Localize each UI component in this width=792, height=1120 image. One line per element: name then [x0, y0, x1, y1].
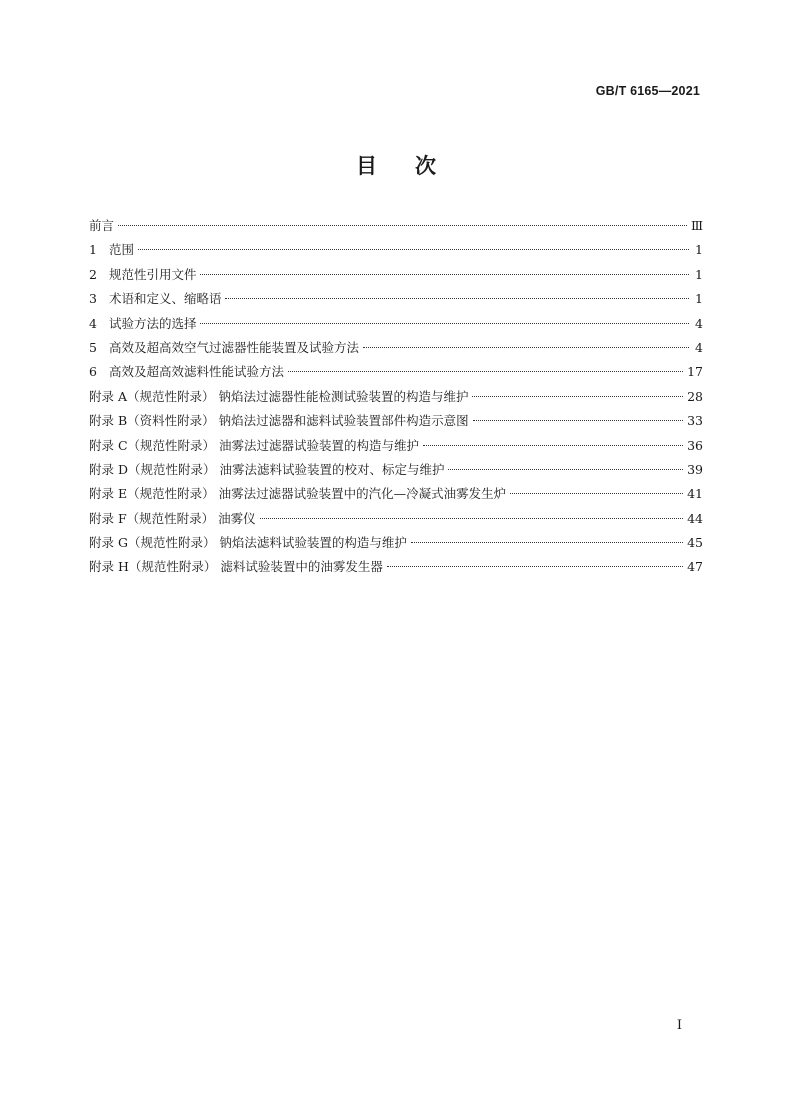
toc-entry-appendix-c[interactable]: [89, 434, 703, 458]
toc-number: 2: [89, 266, 97, 282]
toc-page: 33: [687, 413, 703, 429]
toc-label: 术语和定义、缩略语: [108, 291, 222, 307]
toc-label: 附录 F（规范性附录） 油雾仪: [89, 510, 256, 526]
toc-leader: [510, 493, 683, 494]
toc-entry-6[interactable]: [89, 360, 703, 384]
toc-label: 附录 E（规范性附录） 油雾法过滤器试验装置中的汽化—冷凝式油雾发生炉: [89, 486, 507, 502]
toc-leader: [200, 274, 689, 275]
toc-page: 44: [687, 510, 703, 526]
toc-entry-1[interactable]: [89, 238, 703, 262]
toc-entry-5[interactable]: [89, 336, 703, 360]
toc-leader: [387, 566, 683, 567]
toc-label: 高效及超高效空气过滤器性能装置及试验方法: [108, 339, 359, 355]
toc-page: 28: [687, 388, 703, 404]
toc-page: 41: [687, 486, 703, 502]
toc-label: 附录 C（规范性附录） 油雾法过滤器试验装置的构造与维护: [89, 437, 420, 453]
table-of-contents: [89, 214, 703, 580]
toc-page: 36: [687, 437, 703, 453]
toc-label: 前言: [89, 218, 115, 233]
toc-entry-foreword[interactable]: [89, 214, 703, 238]
toc-page: Ⅲ: [690, 218, 703, 233]
toc-entry-appendix-g[interactable]: [89, 531, 703, 555]
toc-leader: [260, 518, 683, 519]
toc-leader: [411, 542, 683, 543]
toc-leader: [472, 396, 683, 397]
toc-page: 45: [687, 535, 703, 551]
toc-page: 1: [695, 242, 703, 258]
toc-page: 1: [695, 291, 703, 307]
toc-label: 附录 B（资料性附录） 钠焰法过滤器和滤料试验装置部件构造示意图: [89, 413, 469, 429]
toc-label: 范围: [108, 242, 134, 258]
toc-leader: [138, 249, 689, 250]
toc-label: 规范性引用文件: [108, 266, 197, 282]
toc-label: 附录 G（规范性附录） 钠焰法滤料试验装置的构造与维护: [89, 535, 407, 551]
toc-entry-2[interactable]: [89, 263, 703, 287]
page-title: [0, 150, 792, 180]
toc-page: 39: [687, 461, 703, 477]
toc-entry-appendix-h[interactable]: [89, 555, 703, 579]
toc-leader: [118, 225, 687, 226]
toc-entry-appendix-b[interactable]: [89, 409, 703, 433]
toc-leader: [225, 298, 689, 299]
title-char-1: 目: [356, 154, 377, 178]
toc-number: 4: [89, 315, 97, 331]
page-number: Ⅰ: [676, 1018, 682, 1033]
toc-leader: [288, 371, 683, 372]
toc-entry-appendix-d[interactable]: [89, 458, 703, 482]
toc-entry-appendix-e[interactable]: [89, 482, 703, 506]
toc-page: 17: [687, 364, 703, 380]
toc-page: 47: [687, 559, 703, 575]
toc-number: 1: [89, 242, 97, 258]
toc-leader: [200, 323, 689, 324]
toc-page: 4: [695, 339, 703, 355]
toc-entry-appendix-f[interactable]: [89, 507, 703, 531]
toc-leader: [473, 420, 683, 421]
toc-number: 3: [89, 291, 97, 307]
toc-page: 4: [695, 315, 703, 331]
toc-label: 附录 D（规范性附录） 油雾法滤料试验装置的校对、标定与维护: [89, 461, 445, 477]
toc-leader: [448, 469, 683, 470]
toc-leader: [423, 445, 683, 446]
standard-code: GB/T 6165—2021: [595, 84, 700, 98]
toc-label: 高效及超高效滤料性能试验方法: [108, 364, 284, 380]
toc-label: 附录 H（规范性附录） 滤料试验装置中的油雾发生器: [89, 559, 383, 575]
toc-number: 6: [89, 364, 97, 380]
toc-entry-3[interactable]: [89, 287, 703, 311]
toc-page: 1: [695, 266, 703, 282]
toc-leader: [363, 347, 689, 348]
toc-label: 试验方法的选择: [108, 315, 197, 331]
title-char-2: 次: [415, 154, 436, 178]
toc-number: 5: [89, 339, 97, 355]
toc-entry-appendix-a[interactable]: [89, 385, 703, 409]
toc-entry-4[interactable]: [89, 312, 703, 336]
toc-label: 附录 A（规范性附录） 钠焰法过滤器性能检测试验装置的构造与维护: [89, 388, 469, 404]
